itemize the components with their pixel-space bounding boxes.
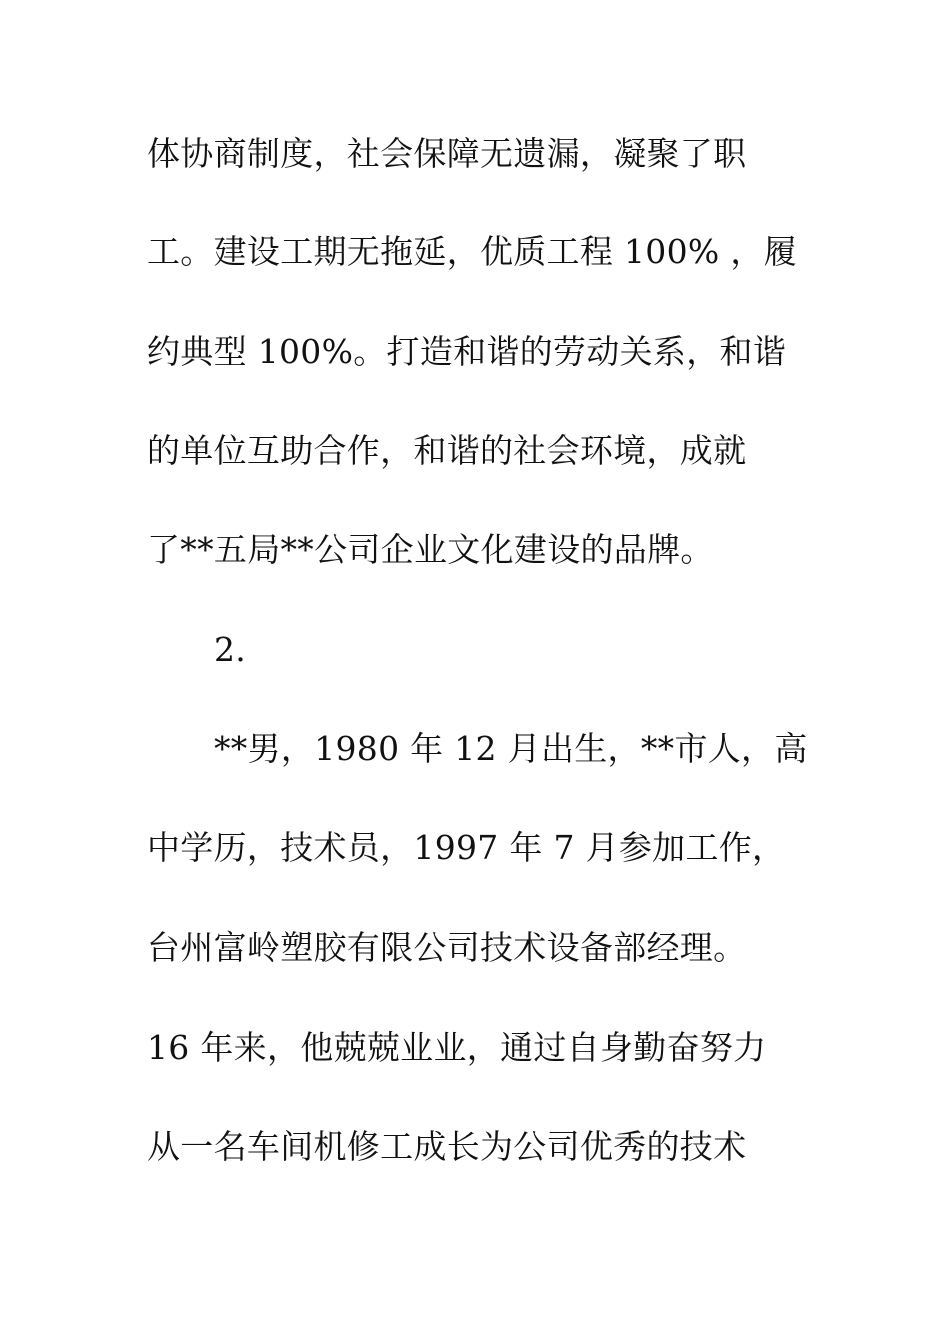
paragraph-line-6: **男，1980 年 12 月出生，**市人，高 [214,729,808,768]
paragraph-line-9: 16 年来，他兢兢业业，通过自身勤奋努力 [147,1028,767,1067]
paragraph-line-10: 从一名车间机修工成长为公司优秀的技术 [147,1127,747,1166]
section-number: 2. [214,630,247,669]
paragraph-line-8: 台州富岭塑胶有限公司技术设备部经理。 [147,928,747,967]
paragraph-line-3: 约典型 100%。打造和谐的劳动关系，和谐 [147,332,787,371]
paragraph-line-1: 体协商制度，社会保障无遗漏，凝聚了职 [147,134,747,173]
paragraph-line-7: 中学历，技术员，1997 年 7 月参加工作， [147,828,786,867]
paragraph-line-4: 的单位互助合作，和谐的社会环境，成就 [147,431,747,470]
paragraph-line-2: 工。建设工期无拖延，优质工程 100% ，履 [147,232,797,271]
paragraph-line-5: 了**五局**公司企业文化建设的品牌。 [147,530,714,569]
